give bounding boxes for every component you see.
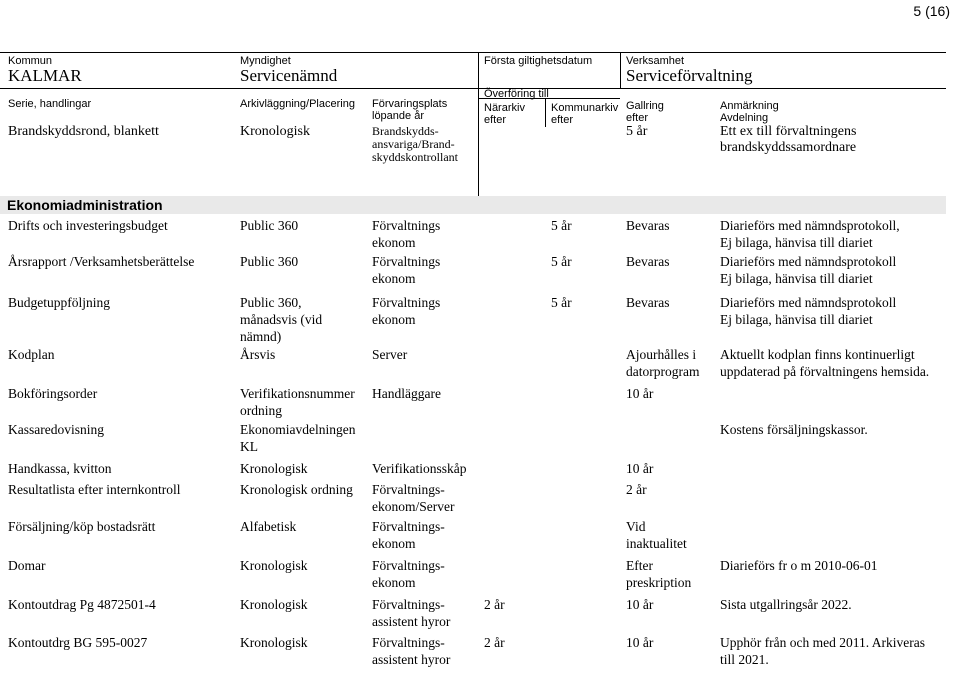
header-divider-3	[545, 99, 546, 127]
gallring-efter-label: efter	[626, 112, 649, 124]
row-11-arkiv: Kronologisk	[240, 635, 308, 650]
verksamhet-label: Verksamhet	[626, 55, 685, 67]
first-row-gallring: 5 år	[626, 124, 648, 139]
header-divider-2	[620, 52, 621, 88]
row-2-arkiv: Public 360, månadsvis (vid nämnd)	[240, 295, 323, 344]
page-number: 5 (16)	[913, 3, 950, 19]
row-9-arkiv: Kronologisk	[240, 558, 308, 573]
row-9-forvaring: Förvaltnings- ekonom	[372, 558, 445, 590]
row-0-anmarkning: Diarieförs med nämndsprotokoll, Ej bilaga, hänvisa till diariet	[720, 218, 900, 250]
kommunarkiv-label: Kommunarkiv	[551, 102, 619, 114]
row-1-arkiv: Public 360	[240, 254, 299, 269]
row-11-gallring: 10 år	[626, 635, 654, 650]
row-4-gallring: 10 år	[626, 386, 654, 401]
gallring-label: Gallring	[626, 100, 664, 112]
row-3-forvaring: Server	[372, 347, 408, 362]
row-7-serie: Resultatlista efter internkontroll	[8, 482, 181, 497]
row-2-gallring: Bevaras	[626, 295, 670, 310]
myndighet-label: Myndighet	[240, 55, 291, 67]
row-11-forvaring: Förvaltnings- assistent hyror	[372, 635, 451, 667]
first-row-anmarkning: Ett ex till förvaltningens brandskyddssamordnare	[720, 124, 857, 155]
row-2-forvaring: Förvaltnings ekonom	[372, 295, 441, 327]
row-6-gallring: 10 år	[626, 461, 654, 476]
serie-label: Serie, handlingar	[8, 98, 92, 110]
row-9-anmarkning: Diarieförs fr o m 2010-06-01	[720, 558, 878, 573]
row-10-serie: Kontoutdrag Pg 4872501-4	[8, 597, 156, 612]
row-3-gallring: Ajourhålles i datorprogram	[626, 347, 700, 379]
row-6-arkiv: Kronologisk	[240, 461, 308, 476]
row-10-forvaring: Förvaltnings- assistent hyror	[372, 597, 451, 629]
kommun-value: KALMAR	[8, 66, 82, 85]
row-10-arkiv: Kronologisk	[240, 597, 308, 612]
row-10-nararkiv: 2 år	[484, 597, 505, 612]
row-10-anmarkning: Sista utgallringsår 2022.	[720, 597, 852, 612]
nararkiv-label: Närarkiv	[484, 102, 525, 114]
row-7-arkiv: Kronologisk ordning	[240, 482, 353, 497]
section-title: Ekonomiadministration	[7, 197, 163, 213]
kommunarkiv-efter-label: efter	[551, 114, 574, 126]
anmarkning-label: Anmärkning	[720, 100, 779, 112]
row-0-gallring: Bevaras	[626, 218, 670, 233]
header-top-rule	[0, 52, 946, 53]
row-10-gallring: 10 år	[626, 597, 654, 612]
row-0-kommunarkiv: 5 år	[551, 218, 572, 233]
row-4-serie: Bokföringsorder	[8, 386, 98, 401]
row-8-arkiv: Alfabetisk	[240, 519, 297, 534]
row-11-anmarkning: Upphör från och med 2011. Arkiveras till 2021.	[720, 635, 925, 667]
myndighet-value: Servicenämnd	[240, 66, 338, 85]
row-9-gallring: Efter preskription	[626, 558, 692, 590]
row-6-serie: Handkassa, kvitton	[8, 461, 112, 476]
forvaringsplats-label: Förvaringsplats	[372, 98, 448, 110]
row-0-serie: Drifts och investeringsbudget	[8, 218, 168, 233]
row-7-forvaring: Förvaltnings- ekonom/Server	[372, 482, 455, 514]
row-9-serie: Domar	[8, 558, 46, 573]
kommun-label: Kommun	[8, 55, 53, 67]
overforing-label: Överföring till	[484, 88, 549, 100]
header-divider-1	[478, 52, 479, 196]
nararkiv-efter-label: efter	[484, 114, 507, 126]
row-5-anmarkning: Kostens försäljningskassor.	[720, 422, 868, 437]
row-6-forvaring: Verifikationsskåp	[372, 461, 467, 476]
row-0-forvaring: Förvaltnings ekonom	[372, 218, 441, 250]
avdelning-label: Avdelning	[720, 112, 769, 124]
row-1-serie: Årsrapport /Verksamhetsberättelse	[8, 254, 195, 269]
row-3-serie: Kodplan	[8, 347, 55, 362]
row-8-serie: Försäljning/köp bostadsrätt	[8, 519, 156, 534]
row-1-anmarkning: Diarieförs med nämndsprotokoll Ej bilaga, hänvisa till diariet	[720, 254, 897, 286]
forsta-giltighetsdatum-label: Första giltighetsdatum	[484, 55, 593, 67]
lopande-ar-label: löpande år	[372, 110, 424, 122]
row-4-forvaring: Handläggare	[372, 386, 441, 401]
header-mid-rule	[0, 88, 946, 89]
verksamhet-value: Serviceförvaltning	[626, 66, 753, 85]
row-7-gallring: 2 år	[626, 482, 647, 497]
row-0-arkiv: Public 360	[240, 218, 299, 233]
row-2-serie: Budgetuppföljning	[8, 295, 110, 310]
row-2-anmarkning: Diarieförs med nämndsprotokoll Ej bilaga, hänvisa till diariet	[720, 295, 897, 327]
row-11-serie: Kontoutdrg BG 595-0027	[8, 635, 148, 650]
row-1-forvaring: Förvaltnings ekonom	[372, 254, 441, 286]
row-3-anmarkning: Aktuellt kodplan finns kontinuerligt uppdaterad på förvaltningens hemsida.	[720, 347, 930, 379]
row-5-serie: Kassaredovisning	[8, 422, 104, 437]
row-2-kommunarkiv: 5 år	[551, 295, 572, 310]
first-row-forvaring: Brandskydds- ansvariga/Brand- skyddskontrollant	[372, 124, 458, 164]
row-4-arkiv: Verifikationsnummer ordning	[240, 386, 355, 418]
first-row-serie: Brandskyddsrond, blankett	[8, 124, 159, 139]
row-8-forvaring: Förvaltnings- ekonom	[372, 519, 445, 551]
row-1-gallring: Bevaras	[626, 254, 670, 269]
first-row-arkiv: Kronologisk	[240, 124, 310, 139]
row-11-nararkiv: 2 år	[484, 635, 505, 650]
row-1-kommunarkiv: 5 år	[551, 254, 572, 269]
arkivlaggning-label: Arkivläggning/Placering	[240, 98, 355, 110]
row-3-arkiv: Årsvis	[240, 347, 276, 362]
row-5-arkiv: Ekonomiavdelningen KL	[240, 422, 356, 454]
row-8-gallring: Vid inaktualitet	[626, 519, 687, 551]
